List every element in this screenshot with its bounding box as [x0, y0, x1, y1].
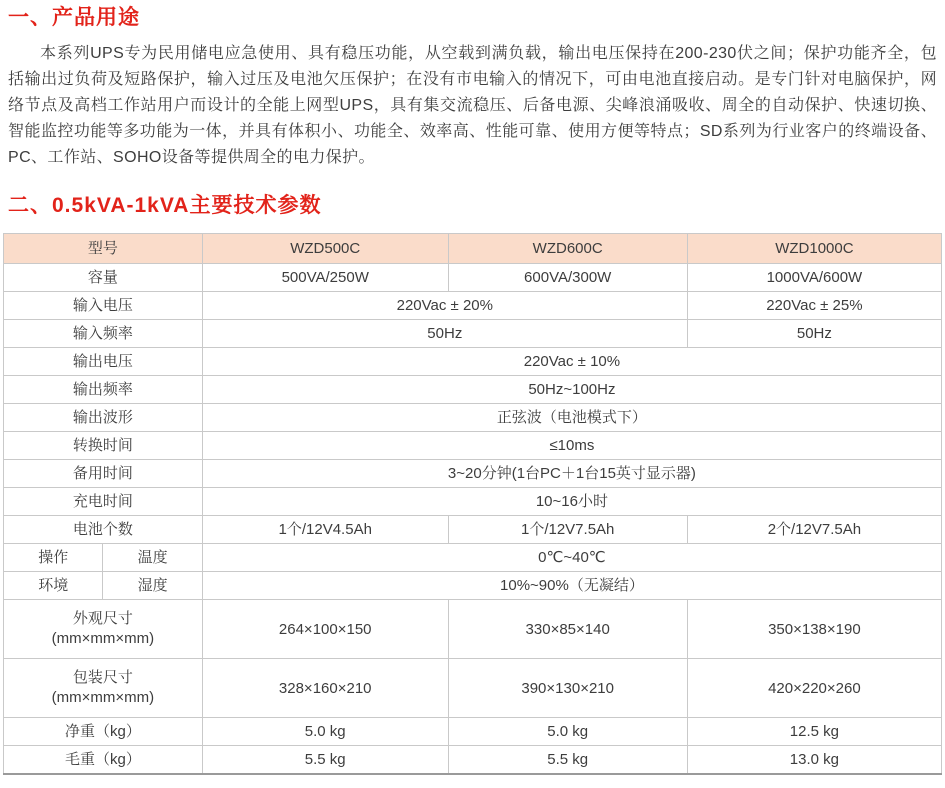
row-label: 输出电压: [4, 348, 203, 376]
spec-cell: 390×130×210: [448, 659, 687, 718]
spec-cell: 1个/12V4.5Ah: [202, 516, 448, 544]
spec-cell: 420×220×260: [687, 659, 941, 718]
table-row-output-wave: [4, 404, 942, 432]
row-label-line2: (mm×mm×mm): [51, 630, 155, 647]
table-row-battery-count: [4, 516, 942, 544]
spec-cell: ≤10ms: [202, 432, 941, 460]
row-label: 转换时间: [4, 432, 203, 460]
spec-cell: 5.0 kg: [448, 718, 687, 746]
row-label: 温度: [103, 544, 202, 572]
spec-cell: 5.5 kg: [448, 746, 687, 774]
row-label: 湿度: [103, 572, 202, 600]
table-row-env-humidity: [4, 572, 942, 600]
table-header-row: [4, 234, 942, 264]
spec-cell: 600VA/300W: [448, 264, 687, 292]
table-row-package: [4, 659, 942, 718]
header-model-1: WZD500C: [202, 234, 448, 264]
row-label: 输入电压: [4, 292, 203, 320]
spec-cell: 220Vac ± 10%: [202, 348, 941, 376]
row-group-label: 环境: [4, 572, 103, 600]
row-group-label: 操作: [4, 544, 103, 572]
spec-table: [3, 233, 942, 775]
spec-cell: 330×85×140: [448, 600, 687, 659]
spec-cell: 1000VA/600W: [687, 264, 941, 292]
spec-cell: 50Hz~100Hz: [202, 376, 941, 404]
row-label: [4, 659, 203, 718]
spec-cell: 5.5 kg: [202, 746, 448, 774]
header-model-2: WZD600C: [448, 234, 687, 264]
product-usage-paragraph: 本系列UPS专为民用储电应急使用、具有稳压功能，从空载到满负载，输出电压保持在200-230伏之间；保护功能齐全，包括输出过负荷及短路保护，输入过压及电池欠压保护；在没有市电输入的情况下，可由电池直接启动。是专门针对电脑保护，网络节点及高档工作站用户而设计的全能上网型UPS，具有集交流稳压、后备电源、尖峰浪涌吸收、周全的自动保护、快速切换、智能监控功能等多功能为一体，并具有体积小、功能全、效率高、性能可靠、使用方便等特点；SD系列为行业客户的终端设备、PC、工作站、SOHO设备等提供周全的电力保护。: [8, 45, 937, 166]
spec-cell: 12.5 kg: [687, 718, 941, 746]
spec-cell: 50Hz: [687, 320, 941, 348]
spec-cell: 220Vac ± 25%: [687, 292, 941, 320]
spec-cell: 264×100×150: [202, 600, 448, 659]
row-label: 净重（kg）: [4, 718, 203, 746]
row-label: 充电时间: [4, 488, 203, 516]
spec-cell: 50Hz: [202, 320, 687, 348]
spec-cell: 500VA/250W: [202, 264, 448, 292]
table-row-charge-time: [4, 488, 942, 516]
spec-cell: 正弦波（电池模式下）: [202, 404, 941, 432]
table-row-output-freq: [4, 376, 942, 404]
section1-heading: 一、产品用途: [8, 6, 140, 29]
spec-cell: 328×160×210: [202, 659, 448, 718]
table-row-input-freq: [4, 320, 942, 348]
row-label: 输出波形: [4, 404, 203, 432]
table-row-transfer-time: [4, 432, 942, 460]
row-label: 容量: [4, 264, 203, 292]
section2-heading: 二、0.5kVA-1kVA主要技术参数: [8, 194, 322, 217]
spec-cell: 13.0 kg: [687, 746, 941, 774]
header-model-label: 型号: [4, 234, 203, 264]
spec-cell: 3~20分钟(1台PC＋1台15英寸显示器): [202, 460, 941, 488]
row-label-line1: 外观尺寸: [72, 610, 133, 627]
spec-cell: 10%~90%（无凝结）: [202, 572, 941, 600]
table-row-input-voltage: [4, 292, 942, 320]
spec-cell: 0℃~40℃: [202, 544, 941, 572]
row-label: 输出频率: [4, 376, 203, 404]
table-row-capacity: [4, 264, 942, 292]
row-label: 输入频率: [4, 320, 203, 348]
spec-cell: 350×138×190: [687, 600, 941, 659]
spec-cell: 1个/12V7.5Ah: [448, 516, 687, 544]
table-row-backup-time: [4, 460, 942, 488]
table-row-net-weight: [4, 718, 942, 746]
row-label: 备用时间: [4, 460, 203, 488]
table-row-dimensions: [4, 600, 942, 659]
row-label-line1: 包装尺寸: [72, 669, 133, 686]
row-label: 毛重（kg）: [4, 746, 203, 774]
spec-cell: 10~16小时: [202, 488, 941, 516]
row-label-line2: (mm×mm×mm): [51, 689, 155, 706]
spec-cell: 220Vac ± 20%: [202, 292, 687, 320]
header-model-3: WZD1000C: [687, 234, 941, 264]
table-row-output-voltage: [4, 348, 942, 376]
spec-cell: 2个/12V7.5Ah: [687, 516, 941, 544]
table-row-gross-weight: [4, 746, 942, 774]
row-label: [4, 600, 203, 659]
spec-cell: 5.0 kg: [202, 718, 448, 746]
row-label: 电池个数: [4, 516, 203, 544]
table-row-op-temp: [4, 544, 942, 572]
